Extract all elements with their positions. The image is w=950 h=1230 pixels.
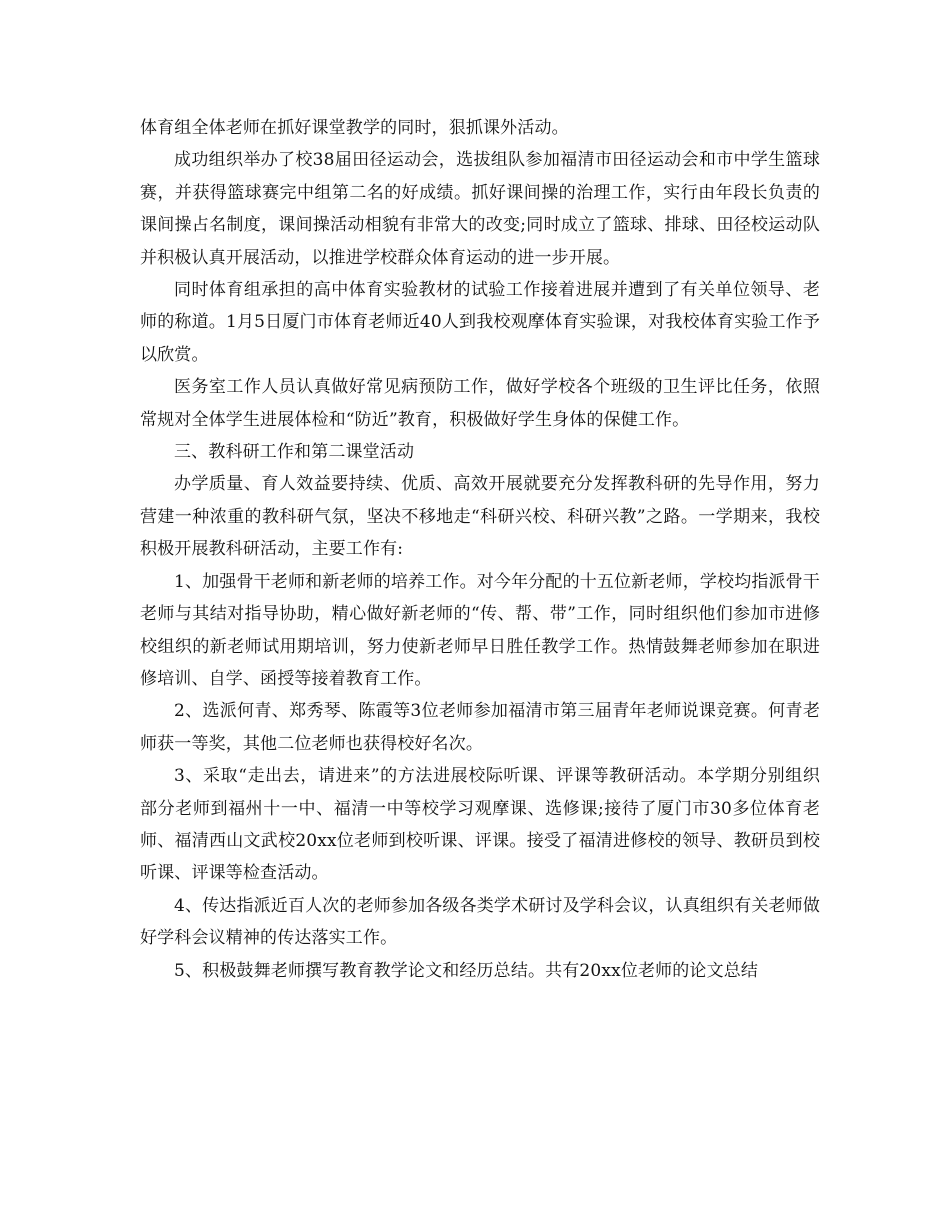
section-heading: 三、教科研工作和第二课堂活动 bbox=[174, 442, 415, 463]
list-item-4: 4、传达指派近百人次的老师参加各级各类学术研讨及学科会议，认真组织有关老师做好学科会议精神的传达落实工作。 bbox=[140, 895, 820, 949]
list-item-3: 3、采取“走出去，请进来”的方法进展校际听课、评课等教研活动。本学期分别组织部分老师到福州十一中、福清一中等校学习观摩课、选修课;接待了厦门市30多位体育老师、福清西山文武校20xx位老师到校听课、评课。接受了福清进修校的领导、教研员到校听课、评课等检查活动。 bbox=[140, 766, 820, 884]
list-item-2: 2、选派何青、郑秀琴、陈霞等3位老师参加福清市第三届青年老师说课竞赛。何青老师获一等奖，其他二位老师也获得校好名次。 bbox=[140, 701, 820, 754]
paragraph-2: 成功组织举办了校38届田径运动会，选拔组队参加福清市田径运动会和市中学生篮球赛，并获得篮球赛完中组第二名的好成绩。抓好课间操的治理工作，实行由年段长负责的课间操占名制度，课间操活动相貌有非常大的改变;同时成立了篮球、排球、田径校运动队并积极认真开展活动，以推进学校群众体育运动的进一步开展。 bbox=[140, 150, 820, 268]
paragraph-1: 体育组全体老师在抓好课堂教学的同时，狠抓课外活动。 bbox=[140, 118, 569, 138]
paragraph-4: 医务室工作人员认真做好常见病预防工作，做好学校各个班级的卫生评比任务，依照常规对全体学生进展体检和“防近”教育，积极做好学生身体的保健工作。 bbox=[140, 377, 820, 430]
paragraph-5: 办学质量、育人效益要持续、优质、高效开展就要充分发挥教科研的先导作用，努力营建一种浓重的教科研气氛，坚决不移地走“科研兴校、科研兴教”之路。一学期来，我校积极开展教科研活动，主要工作有: bbox=[140, 474, 820, 560]
paragraph-3: 同时体育组承担的高中体育实验教材的试验工作接着进展并遭到了有关单位领导、老师的称道。1月5日厦门市体育老师近40人到我校观摩体育实验课，对我校体育实验工作予以欣赏。 bbox=[140, 280, 820, 365]
list-item-5: 5、积极鼓舞老师撰写教育教学论文和经历总结。共有20xx位老师的论文总结 bbox=[174, 960, 759, 981]
list-item-1: 1、加强骨干老师和新老师的培养工作。对今年分配的十五位新老师，学校均指派骨干老师与其结对指导协助，精心做好新老师的“传、帮、带”工作，同时组织他们参加市进修校组织的新老师试用期培训，努力使新老师早日胜任教学工作。热情鼓舞老师参加在职进修培训、自学、函授等接着教育工作。 bbox=[140, 571, 820, 689]
document-body bbox=[140, 112, 820, 987]
